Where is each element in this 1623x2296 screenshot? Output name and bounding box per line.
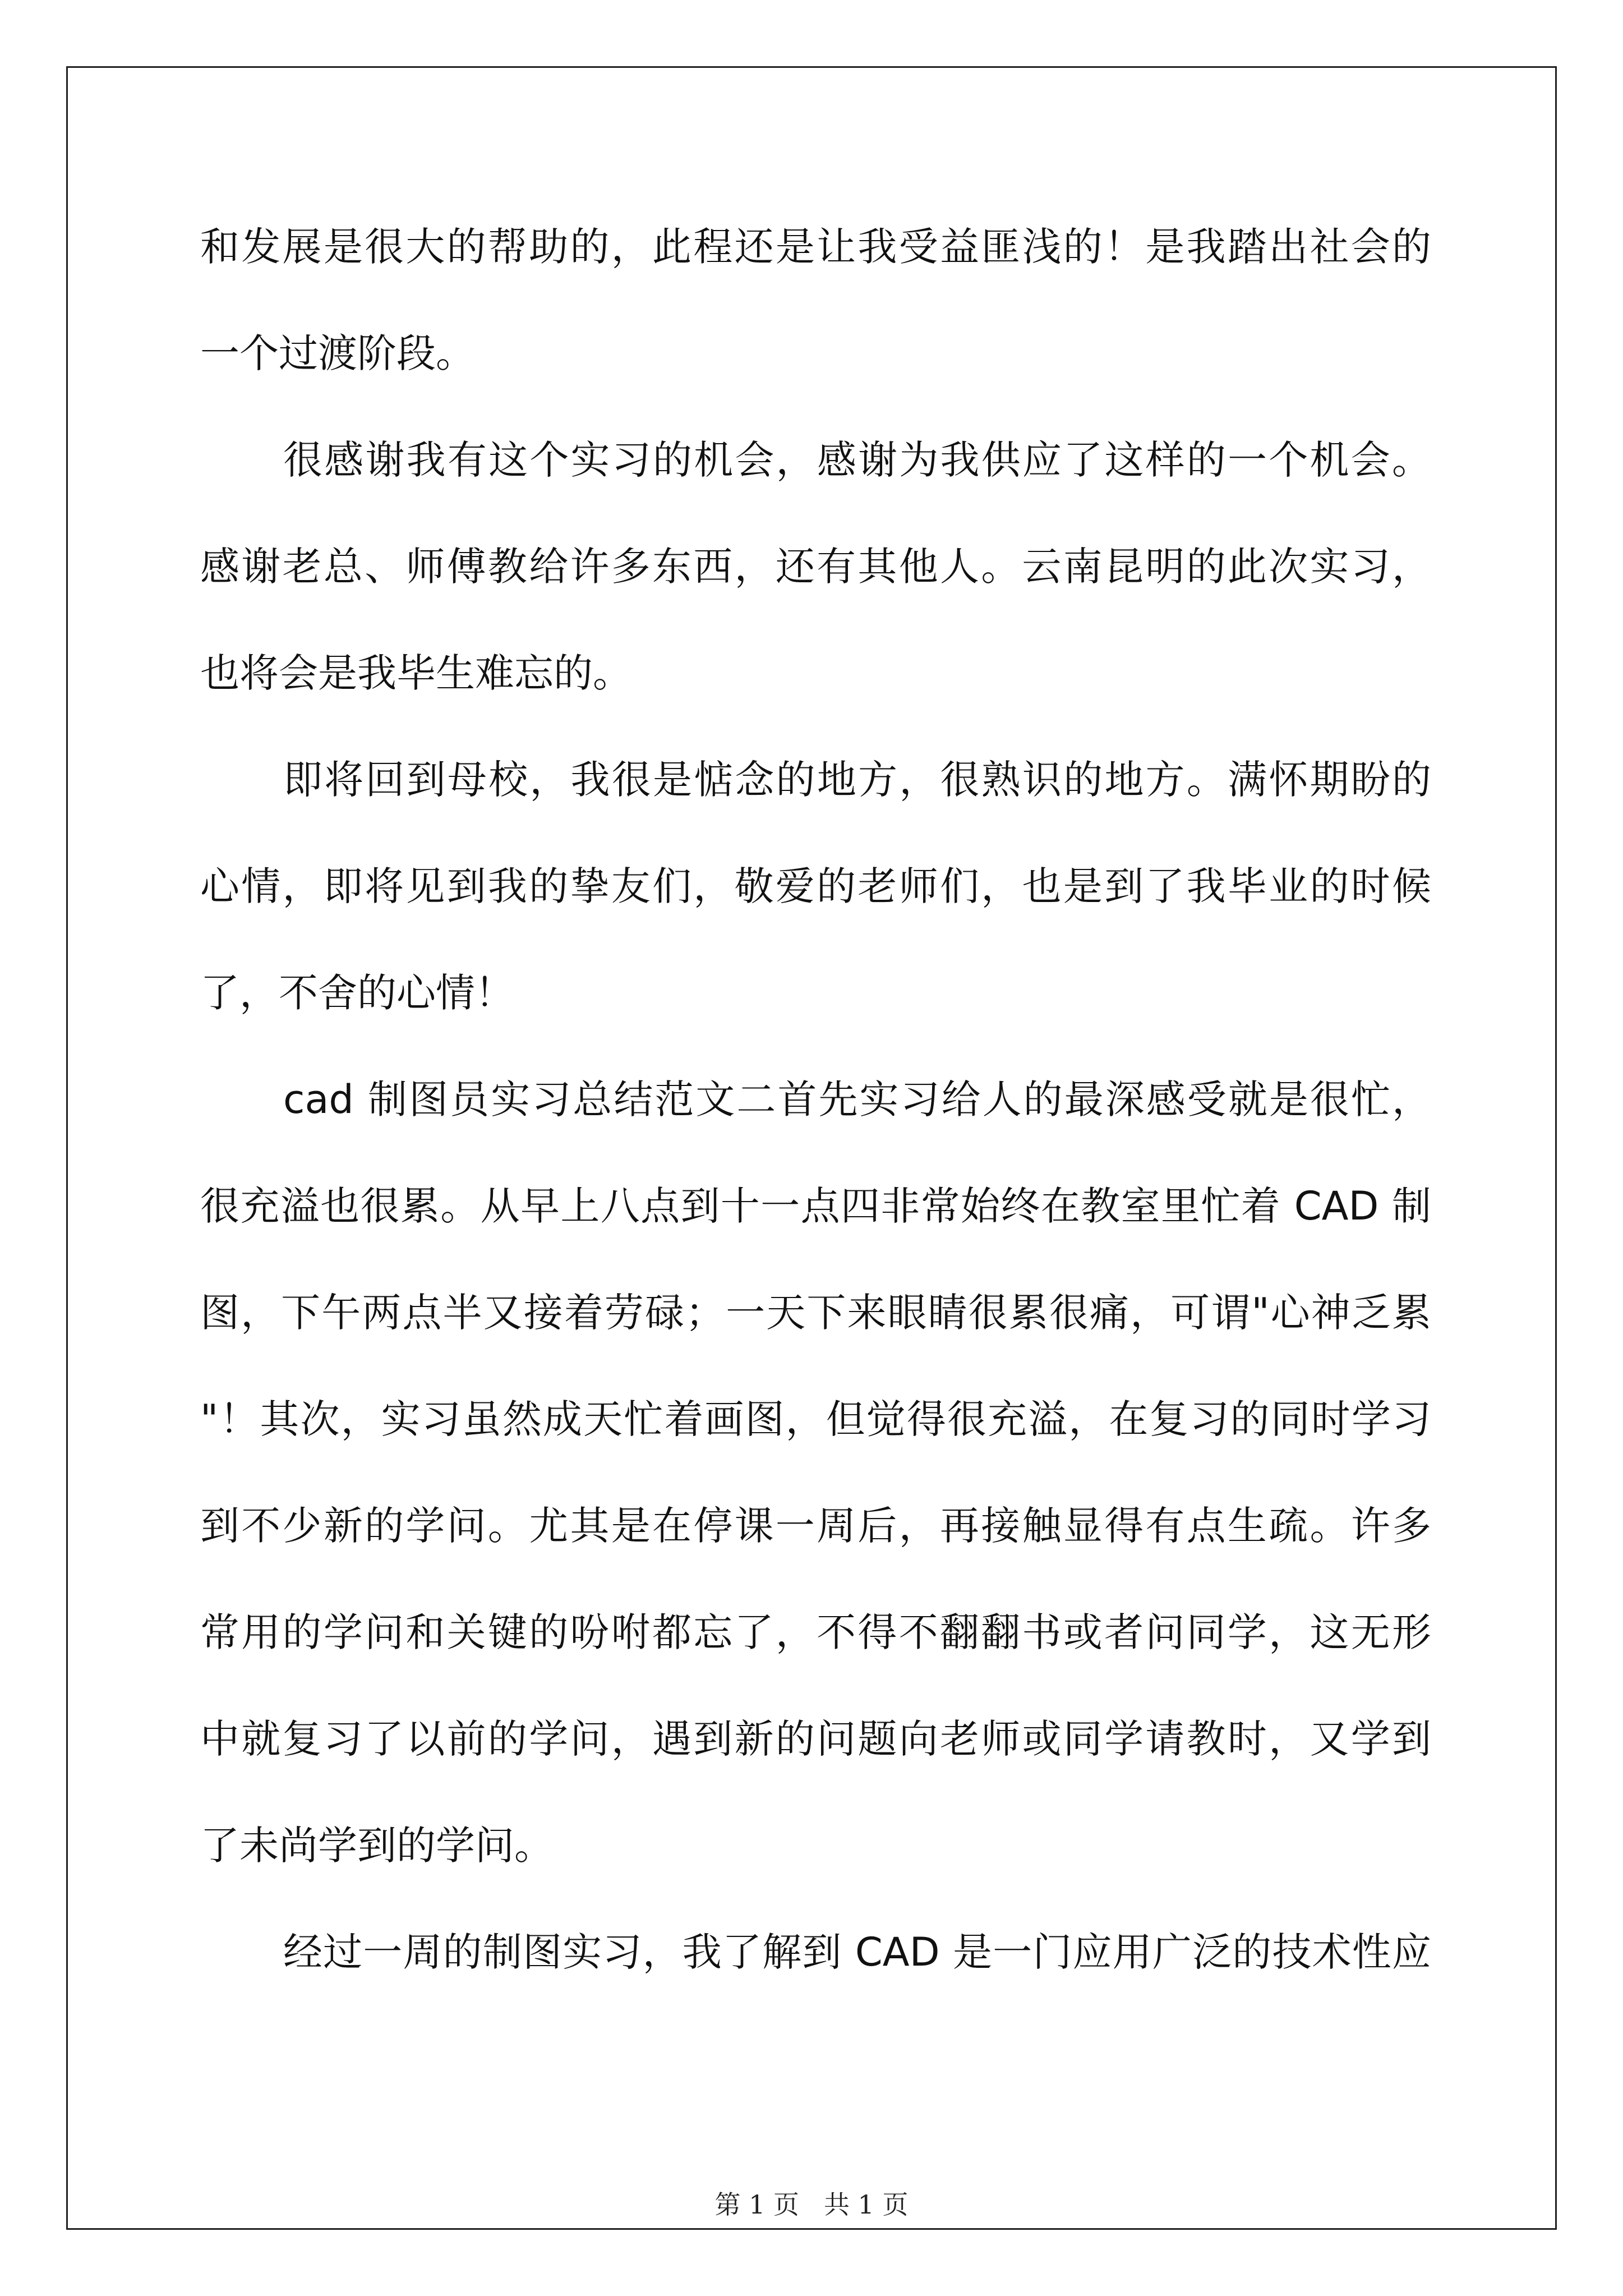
text-line-8: 了，不舍的心情！ — [200, 970, 514, 1016]
page-footer — [0, 2188, 1623, 2221]
text-line-9: cad 制图员实习总结范文二首先实习给人的最深感受就是很忙， — [283, 1076, 1431, 1122]
text-line-16: 了未尚学到的学问。 — [200, 1823, 554, 1869]
page-number-current: 第 1 页 — [714, 2189, 800, 2220]
text-line-13: 到不少新的学问。尤其是在停课一周后，再接触显得有点生疏。许多 — [200, 1503, 1431, 1549]
text-line-14: 常用的学问和关键的吩咐都忘了，不得不翻翻书或者问同学，这无形 — [200, 1609, 1431, 1655]
text-line-11: 图，下午两点半又接着劳碌；一天下来眼睛很累很痛，可谓"心神乏累 — [200, 1290, 1431, 1336]
text-line-10: 很充溢也很累。从早上八点到十一点四非常始终在教室里忙着 CAD 制 — [200, 1183, 1431, 1229]
text-line-1: 和发展是很大的帮助的，此程还是让我受益匪浅的！是我踏出社会的 — [200, 224, 1431, 270]
text-line-17: 经过一周的制图实习，我了解到 CAD 是一门应用广泛的技术性应 — [283, 1929, 1431, 1975]
text-line-4: 感谢老总、师傅教给许多东西，还有其他人。云南昆明的此次实习， — [200, 544, 1431, 590]
page-number-total: 共 1 页 — [823, 2189, 909, 2220]
text-line-3: 很感谢我有这个实习的机会，感谢为我供应了这样的一个机会。 — [283, 437, 1431, 483]
text-line-12: "！其次，实习虽然成天忙着画图，但觉得很充溢，在复习的同时学习 — [200, 1396, 1431, 1442]
text-line-7: 心情，即将见到我的挚友们，敬爱的老师们，也是到了我毕业的时候 — [200, 863, 1431, 909]
text-line-2: 一个过渡阶段。 — [200, 330, 475, 376]
text-line-5: 也将会是我毕生难忘的。 — [200, 650, 632, 696]
text-line-6: 即将回到母校，我很是惦念的地方，很熟识的地方。满怀期盼的 — [283, 757, 1431, 803]
page-border — [66, 66, 1557, 2230]
text-line-15: 中就复习了以前的学问，遇到新的问题向老师或同学请教时，又学到 — [200, 1716, 1431, 1762]
